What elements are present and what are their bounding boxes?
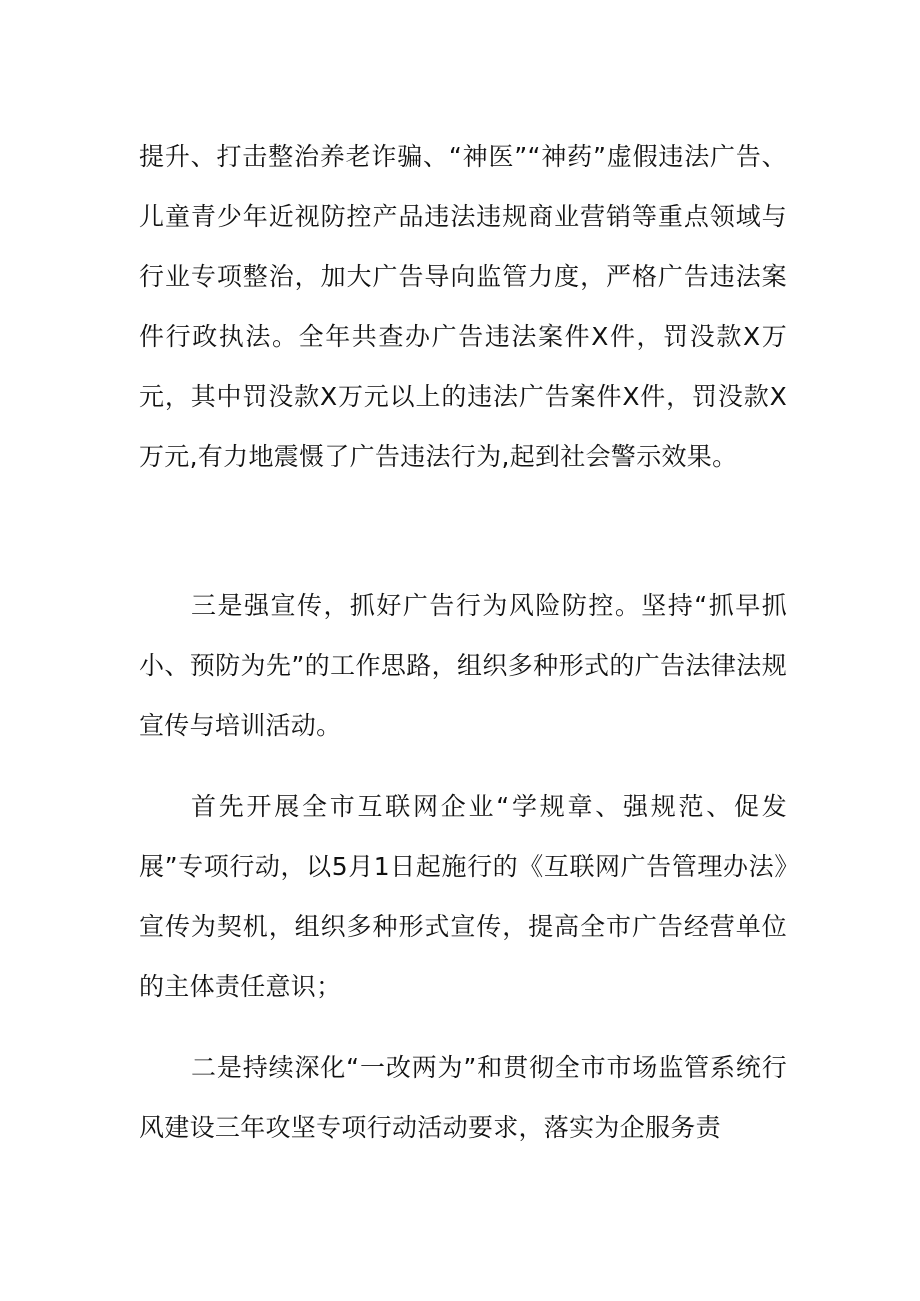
paragraph-service-responsibility: 二是持续深化“一改两为”和贯彻全市市场监管系统行风建设三年攻坚专项行动活动要求，落实为企服务责	[139, 1053, 787, 1142]
paragraph-continuation: 提升、打击整治养老诈骗、“神医”“神药”虚假违法广告、儿童青少年近视防控产品违法违规商业营销等重点领域与行业专项整治，加大广告导向监管力度，严格广告违法案件行政执法。全年共查办广告违法案件X件，罚没款X万元，其中罚没款X万元以上的违法广告案件X件，罚没款X万元,有力地震慑了广告违法行为,起到社会警示效果。	[139, 142, 787, 471]
paragraph-internet-campaign: 首先开展全市互联网企业“学规章、强规范、促发展”专项行动，以5月1日起施行的《互联网广告管理办法》宣传为契机，组织多种形式宣传，提高全市广告经营单位的主体责任意识；	[139, 792, 787, 1001]
paragraph-publicity: 三是强宣传，抓好广告行为风险防控。坚持“抓早抓小、预防为先”的工作思路，组织多种形式的广告法律法规宣传与培训活动。	[139, 591, 787, 740]
